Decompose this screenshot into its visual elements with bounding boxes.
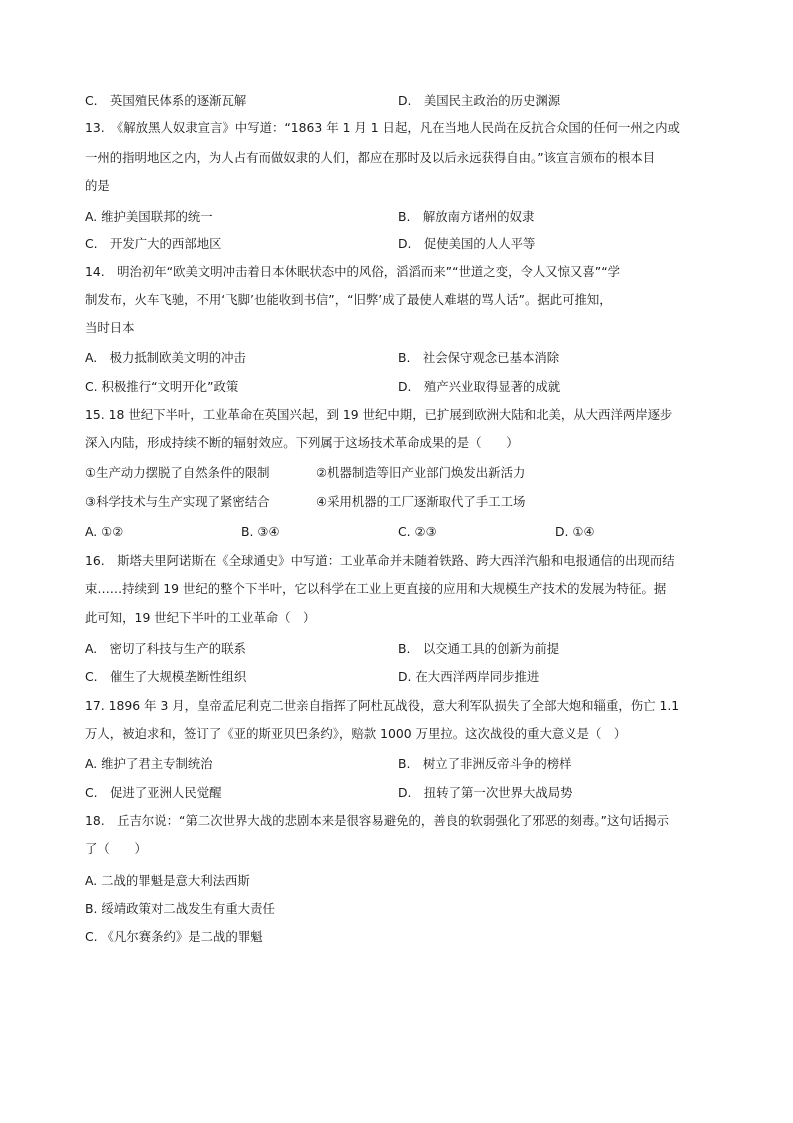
q17-stem-line-1: 17. 1896 年 3 月，皇帝孟尼利克二世亲自指挥了阿杜瓦战役，意大利军队损失了全部大炮和辎重，伤亡 1.1 <box>85 698 680 713</box>
q13-option-a: A. 维护美国联邦的统一 <box>85 209 213 224</box>
q15-statement-3: ③科学技术与生产实现了紧密结合 <box>85 494 270 509</box>
q16-option-a: A. 密切了科技与生产的联系 <box>85 641 246 656</box>
q18-stem-line-2: 了（ ） <box>85 841 147 856</box>
q17-option-a: A. 维护了君主专制统治 <box>85 756 213 771</box>
q14-option-c: C. 积极推行“文明开化”政策 <box>85 379 239 394</box>
q16-stem-line-3: 此可知，19 世纪下半叶的工业革命（ ） <box>85 610 316 625</box>
q16-option-d: D. 在大西洋两岸同步推进 <box>398 669 540 684</box>
q14-stem-line-3: 当时日本 <box>85 320 135 335</box>
q14-stem-line-2: 制发布，火车飞驰，不用‘飞脚’也能收到书信”，“旧弊’成了最使人难堪的骂人话”。据此可推知， <box>85 292 612 307</box>
q13-option-b: B. 解放南方诸州的奴隶 <box>398 209 535 224</box>
q18-option-a: A. 二战的罪魁是意大利法西斯 <box>85 873 250 888</box>
q17-option-d: D. 扭转了第一次世界大战局势 <box>398 785 573 800</box>
q13-stem-line-2: 一州的指明地区之内，为人占有而做奴隶的人们，都应在那时及以后永远获得自由。”该宣言颁布的根本目 <box>85 150 656 165</box>
q15-option-c: C. ②③ <box>398 524 437 539</box>
q15-stem-line-1: 15. 18 世纪下半叶，工业革命在英国兴起，到 19 世纪中期，已扩展到欧洲大陆和北美，从大西洋两岸逐步 <box>85 407 673 422</box>
q15-stem-line-2: 深入内陆，形成持续不断的辐射效应。下列属于这场技术革命成果的是（ ） <box>85 435 519 450</box>
q16-stem-line-1: 16. 斯塔夫里阿诺斯在《全球通史》中写道：工业革命并未随着铁路、跨大西洋汽船和电报通信的出现而结 <box>85 553 675 568</box>
q15-statement-1: ①生产动力摆脱了自然条件的限制 <box>85 465 270 480</box>
q15-option-d: D. ①④ <box>555 524 595 539</box>
q12-option-d: D. 美国民主政治的历史渊源 <box>398 93 561 108</box>
q17-stem-line-2: 万人，被迫求和，签订了《亚的斯亚贝巴条约》，赔款 1000 万里拉。这次战役的重大意义是（ ） <box>85 726 627 741</box>
q14-option-b: B. 社会保守观念已基本消除 <box>398 350 560 365</box>
q18-option-b: B. 绥靖政策对二战发生有重大责任 <box>85 901 275 916</box>
q15-option-a: A. ①② <box>85 524 124 539</box>
q13-stem-line-3: 的是 <box>85 178 110 193</box>
q18-stem-line-1: 18. 丘吉尔说：“第二次世界大战的悲剧本来是很容易避免的，善良的软弱强化了邪恶的刻毒。”这句话揭示 <box>85 813 669 828</box>
q16-stem-line-2: 束……持续到 19 世纪的整个下半叶，它以科学在工业上更直接的应用和大规模生产技术的发展为特征。据 <box>85 581 667 596</box>
q14-stem-line-1: 14. 明治初年“欧美文明冲击着日本休眠状态中的风俗，滔滔而来”“世道之变，令人又惊又喜”“学 <box>85 264 621 279</box>
q14-option-d: D. 殖产兴业取得显著的成就 <box>398 379 561 394</box>
q13-option-c: C. 开发广大的西部地区 <box>85 236 222 251</box>
q13-option-d: D. 促使美国的人人平等 <box>398 236 536 251</box>
q13-stem-line-1: 13. 《解放黑人奴隶宣言》中写道：“1863 年 1 月 1 日起，凡在当地人民尚在反抗合众国的任何一州之内或 <box>85 120 680 135</box>
q18-option-c: C. 《凡尔赛条约》是二战的罪魁 <box>85 929 263 944</box>
q17-option-b: B. 树立了非洲反帝斗争的榜样 <box>398 756 572 771</box>
q16-option-c: C. 催生了大规模垄断性组织 <box>85 669 247 684</box>
q17-option-c: C. 促进了亚洲人民觉醒 <box>85 785 222 800</box>
q15-statement-2: ②机器制造等旧产业部门焕发出新活力 <box>316 465 526 480</box>
q15-option-b: B. ③④ <box>241 524 280 539</box>
q15-statement-4: ④采用机器的工厂逐渐取代了手工工场 <box>316 494 526 509</box>
q16-option-b: B. 以交通工具的创新为前提 <box>398 641 560 656</box>
q12-option-c: C. 英国殖民体系的逐渐瓦解 <box>85 93 247 108</box>
q14-option-a: A. 极力抵制欧美文明的冲击 <box>85 350 246 365</box>
